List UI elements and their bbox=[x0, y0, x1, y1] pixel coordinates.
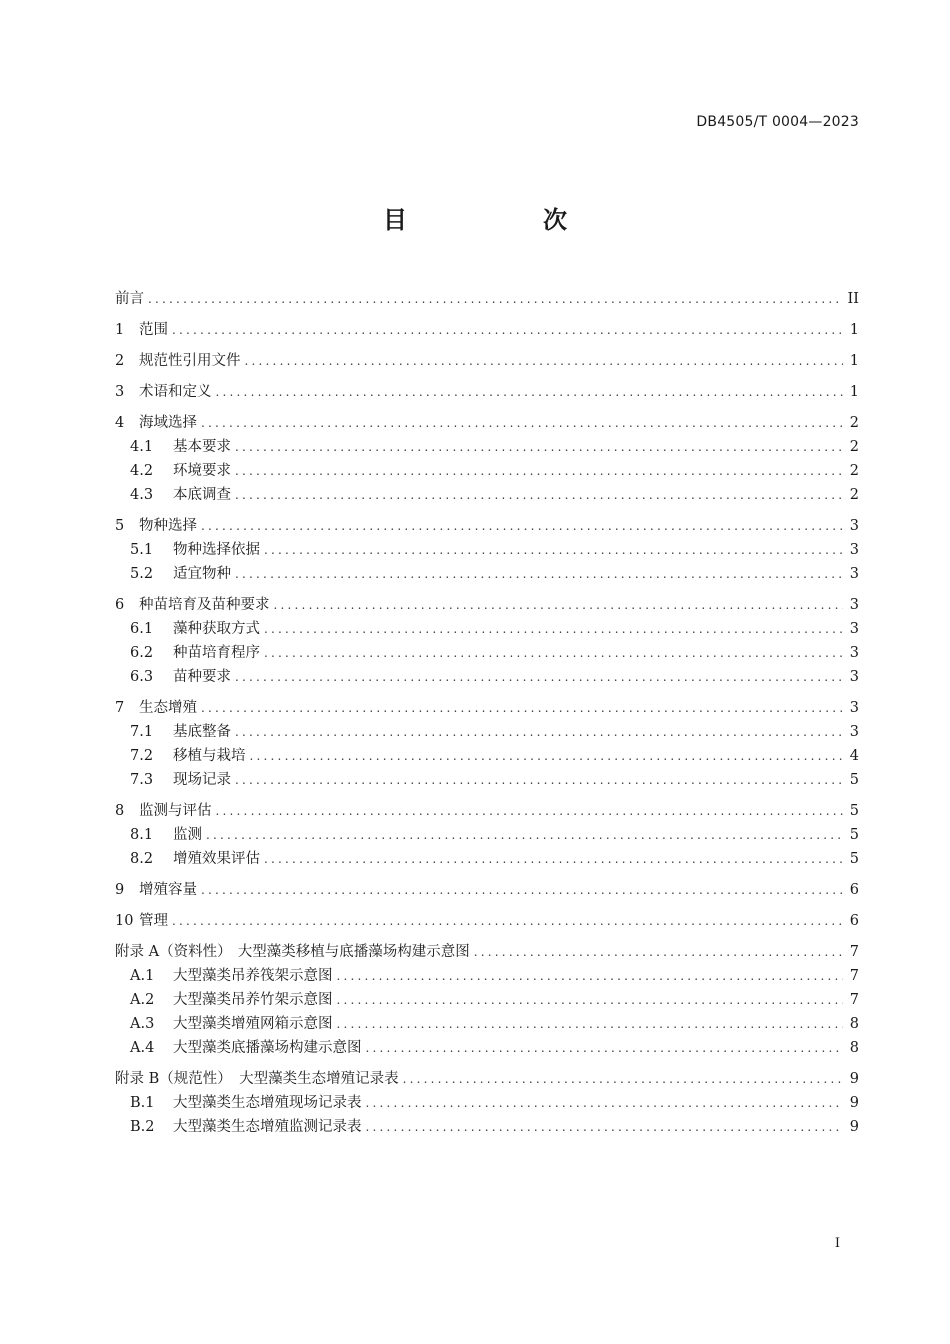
toc-entry-label: 海域选择 bbox=[139, 415, 197, 431]
dot-leader bbox=[337, 1012, 844, 1036]
toc-entry-page: 1 bbox=[849, 322, 859, 338]
toc-entry-number: B.2 bbox=[130, 1119, 155, 1135]
toc-entry[interactable] bbox=[115, 720, 859, 744]
toc-entry-number: A.2 bbox=[130, 992, 155, 1008]
toc-entry[interactable] bbox=[115, 380, 859, 404]
toc-entry-number: 4.1 bbox=[130, 439, 154, 455]
dot-leader bbox=[201, 696, 843, 720]
toc-entry[interactable] bbox=[115, 768, 859, 792]
toc-entry-label: 增殖效果评估 bbox=[173, 851, 260, 867]
dot-leader bbox=[366, 1036, 844, 1060]
dot-leader bbox=[250, 744, 844, 768]
toc-entry-label: 附录 B（规范性） bbox=[115, 1071, 232, 1087]
toc-entry-number: 9 bbox=[115, 882, 125, 898]
toc-entry[interactable] bbox=[115, 318, 859, 342]
toc-entry-page: 3 bbox=[849, 542, 859, 558]
toc-entry[interactable] bbox=[115, 617, 859, 641]
dot-leader bbox=[264, 617, 843, 641]
toc-entry-number: A.4 bbox=[130, 1040, 155, 1056]
toc-entry[interactable] bbox=[115, 1012, 859, 1036]
toc-entry-label: 环境要求 bbox=[173, 463, 231, 479]
page-number: I bbox=[834, 1236, 840, 1251]
toc-entry-page: 3 bbox=[849, 566, 859, 582]
dot-leader bbox=[274, 593, 844, 617]
toc-entry[interactable] bbox=[115, 878, 859, 902]
toc-entry-page: 9 bbox=[849, 1071, 859, 1087]
toc-entry[interactable] bbox=[115, 696, 859, 720]
toc-entry-number: 3 bbox=[115, 384, 125, 400]
toc-entry-label: 藻种获取方式 bbox=[173, 621, 260, 637]
toc-entry-label: 规范性引用文件 bbox=[139, 353, 241, 369]
dot-leader bbox=[201, 514, 843, 538]
toc-entry[interactable] bbox=[115, 538, 859, 562]
toc-entry[interactable] bbox=[115, 459, 859, 483]
toc-entry-number: 7.2 bbox=[130, 748, 154, 764]
toc-entry-number: 5.2 bbox=[130, 566, 154, 582]
toc-entry[interactable] bbox=[115, 744, 859, 768]
toc-entry-label: 物种选择依据 bbox=[173, 542, 260, 558]
toc-entry[interactable] bbox=[115, 514, 859, 538]
toc-entry[interactable] bbox=[115, 909, 859, 933]
toc-entry[interactable] bbox=[115, 411, 859, 435]
toc-entry-page: 6 bbox=[849, 882, 859, 898]
dot-leader bbox=[474, 940, 843, 964]
toc-entry-label: 本底调查 bbox=[173, 487, 231, 503]
toc-entry-page: 5 bbox=[849, 772, 859, 788]
toc-entry-label: 物种选择 bbox=[139, 518, 197, 534]
toc-entry-number: 8 bbox=[115, 803, 125, 819]
toc-entry-page: 7 bbox=[849, 944, 859, 960]
dot-leader bbox=[148, 287, 843, 311]
dot-leader bbox=[206, 823, 843, 847]
dot-leader bbox=[235, 483, 843, 507]
toc-entry-page: 8 bbox=[849, 1040, 859, 1056]
toc-entry-number: 2 bbox=[115, 353, 125, 369]
toc-entry[interactable] bbox=[115, 847, 859, 871]
toc-entry-page: 7 bbox=[849, 968, 859, 984]
toc-entry[interactable] bbox=[115, 964, 859, 988]
toc-entry-label: 增殖容量 bbox=[139, 882, 197, 898]
document-code: DB4505/T 0004—2023 bbox=[696, 114, 859, 130]
toc-entry-number: 4.2 bbox=[130, 463, 154, 479]
toc-entry-number: 10 bbox=[115, 913, 134, 929]
toc-entry-page: 1 bbox=[849, 384, 859, 400]
toc-entry-page: 7 bbox=[849, 992, 859, 1008]
dot-leader bbox=[264, 538, 843, 562]
toc-entry-label: 生态增殖 bbox=[139, 700, 197, 716]
toc-entry-page: 3 bbox=[849, 700, 859, 716]
toc-entry-label: 监测 bbox=[173, 827, 202, 843]
dot-leader bbox=[235, 720, 843, 744]
toc-entry-label: 大型藻类吊养筏架示意图 bbox=[173, 968, 333, 984]
toc-entry-label: 适宜物种 bbox=[173, 566, 231, 582]
toc-entry-page: 9 bbox=[849, 1119, 859, 1135]
toc-entry-label: 大型藻类生态增殖监测记录表 bbox=[173, 1119, 362, 1135]
toc-entry-label: 大型藻类增殖网箱示意图 bbox=[173, 1016, 333, 1032]
dot-leader bbox=[235, 435, 843, 459]
toc-entry[interactable] bbox=[115, 435, 859, 459]
dot-leader bbox=[172, 318, 843, 342]
toc-entry[interactable] bbox=[115, 641, 859, 665]
toc-entry-page: 2 bbox=[849, 487, 859, 503]
toc-entry[interactable] bbox=[115, 1091, 859, 1115]
page-title: 目 次 bbox=[383, 206, 623, 234]
dot-leader bbox=[366, 1091, 844, 1115]
toc-entry-number: A.1 bbox=[130, 968, 155, 984]
dot-leader bbox=[264, 847, 843, 871]
toc-entry-subtitle: 大型藻类移植与底播藻场构建示意图 bbox=[237, 944, 470, 960]
toc-entry-page: 3 bbox=[849, 518, 859, 534]
toc-entry-page: 5 bbox=[849, 851, 859, 867]
toc-entry-number: 6.2 bbox=[130, 645, 154, 661]
dot-leader bbox=[216, 799, 844, 823]
toc-entry-page: 6 bbox=[849, 913, 859, 929]
toc-entry-page: 5 bbox=[849, 803, 859, 819]
toc-entry-label: 基本要求 bbox=[173, 439, 231, 455]
toc-entry[interactable] bbox=[115, 562, 859, 586]
toc-entry-label: 大型藻类底播藻场构建示意图 bbox=[173, 1040, 362, 1056]
toc-entry-number: 4 bbox=[115, 415, 125, 431]
toc-entry-label: 苗种要求 bbox=[173, 669, 231, 685]
toc-entry-label: 管理 bbox=[139, 913, 168, 929]
toc-entry-page: 2 bbox=[849, 463, 859, 479]
toc-entry-page: II bbox=[847, 291, 859, 307]
toc-entry[interactable] bbox=[115, 593, 859, 617]
toc-entry-label: 现场记录 bbox=[173, 772, 231, 788]
dot-leader bbox=[235, 459, 843, 483]
toc-entry-number: 1 bbox=[115, 322, 125, 338]
dot-leader bbox=[235, 768, 843, 792]
toc-entry-number: 7 bbox=[115, 700, 125, 716]
toc-entry-page: 3 bbox=[849, 645, 859, 661]
dot-leader bbox=[264, 641, 843, 665]
toc-entry-number: 6.1 bbox=[130, 621, 154, 637]
dot-leader bbox=[201, 411, 843, 435]
toc-entry-label: 前言 bbox=[115, 291, 144, 307]
toc-entry-label: 移植与栽培 bbox=[173, 748, 246, 764]
toc-entry-label: 范围 bbox=[139, 322, 168, 338]
toc-entry-number: 7.1 bbox=[130, 724, 154, 740]
dot-leader bbox=[337, 988, 844, 1012]
dot-leader bbox=[172, 909, 843, 933]
toc-entry[interactable] bbox=[115, 988, 859, 1012]
toc-entry-label: 大型藻类生态增殖现场记录表 bbox=[173, 1095, 362, 1111]
toc-entry-page: 4 bbox=[849, 748, 859, 764]
toc-entry[interactable] bbox=[115, 799, 859, 823]
toc-entry-number: 4.3 bbox=[130, 487, 154, 503]
toc-entry-label: 监测与评估 bbox=[139, 803, 212, 819]
dot-leader bbox=[201, 878, 843, 902]
toc-entry-subtitle: 大型藻类生态增殖记录表 bbox=[239, 1071, 399, 1087]
dot-leader bbox=[245, 349, 844, 373]
toc-entry[interactable] bbox=[115, 1036, 859, 1060]
dot-leader bbox=[403, 1067, 843, 1091]
toc-entry-page: 9 bbox=[849, 1095, 859, 1111]
toc-entry-number: 8.2 bbox=[130, 851, 154, 867]
toc-entry-page: 2 bbox=[849, 439, 859, 455]
toc-entry-number: A.3 bbox=[130, 1016, 155, 1032]
dot-leader bbox=[366, 1115, 844, 1139]
table-of-contents bbox=[115, 287, 859, 1139]
toc-entry-label: 种苗培育及苗种要求 bbox=[139, 597, 270, 613]
toc-entry-page: 3 bbox=[849, 621, 859, 637]
toc-entry[interactable] bbox=[115, 287, 859, 311]
toc-entry-number: 5 bbox=[115, 518, 125, 534]
toc-entry-page: 1 bbox=[849, 353, 859, 369]
toc-entry-page: 3 bbox=[849, 597, 859, 613]
toc-entry-page: 3 bbox=[849, 669, 859, 685]
toc-entry-label: 基底整备 bbox=[173, 724, 231, 740]
toc-entry-label: 种苗培育程序 bbox=[173, 645, 260, 661]
toc-entry[interactable] bbox=[115, 940, 859, 964]
toc-entry-label: 大型藻类吊养竹架示意图 bbox=[173, 992, 333, 1008]
toc-entry-number: 7.3 bbox=[130, 772, 154, 788]
toc-entry-number: 6 bbox=[115, 597, 125, 613]
toc-entry-page: 8 bbox=[849, 1016, 859, 1032]
toc-entry[interactable] bbox=[115, 1067, 859, 1091]
toc-entry-label: 术语和定义 bbox=[139, 384, 212, 400]
dot-leader bbox=[235, 665, 843, 689]
toc-entry[interactable] bbox=[115, 349, 859, 373]
dot-leader bbox=[235, 562, 843, 586]
toc-entry[interactable] bbox=[115, 483, 859, 507]
dot-leader bbox=[216, 380, 844, 404]
toc-entry-number: 6.3 bbox=[130, 669, 154, 685]
dot-leader bbox=[337, 964, 844, 988]
toc-entry-number: 8.1 bbox=[130, 827, 154, 843]
toc-entry[interactable] bbox=[115, 823, 859, 847]
toc-entry-page: 3 bbox=[849, 724, 859, 740]
toc-entry-page: 5 bbox=[849, 827, 859, 843]
toc-entry-page: 2 bbox=[849, 415, 859, 431]
toc-entry-number: B.1 bbox=[130, 1095, 155, 1111]
toc-entry-number: 5.1 bbox=[130, 542, 154, 558]
toc-entry-label: 附录 A（资料性） bbox=[115, 944, 232, 960]
toc-entry[interactable] bbox=[115, 665, 859, 689]
toc-entry[interactable] bbox=[115, 1115, 859, 1139]
